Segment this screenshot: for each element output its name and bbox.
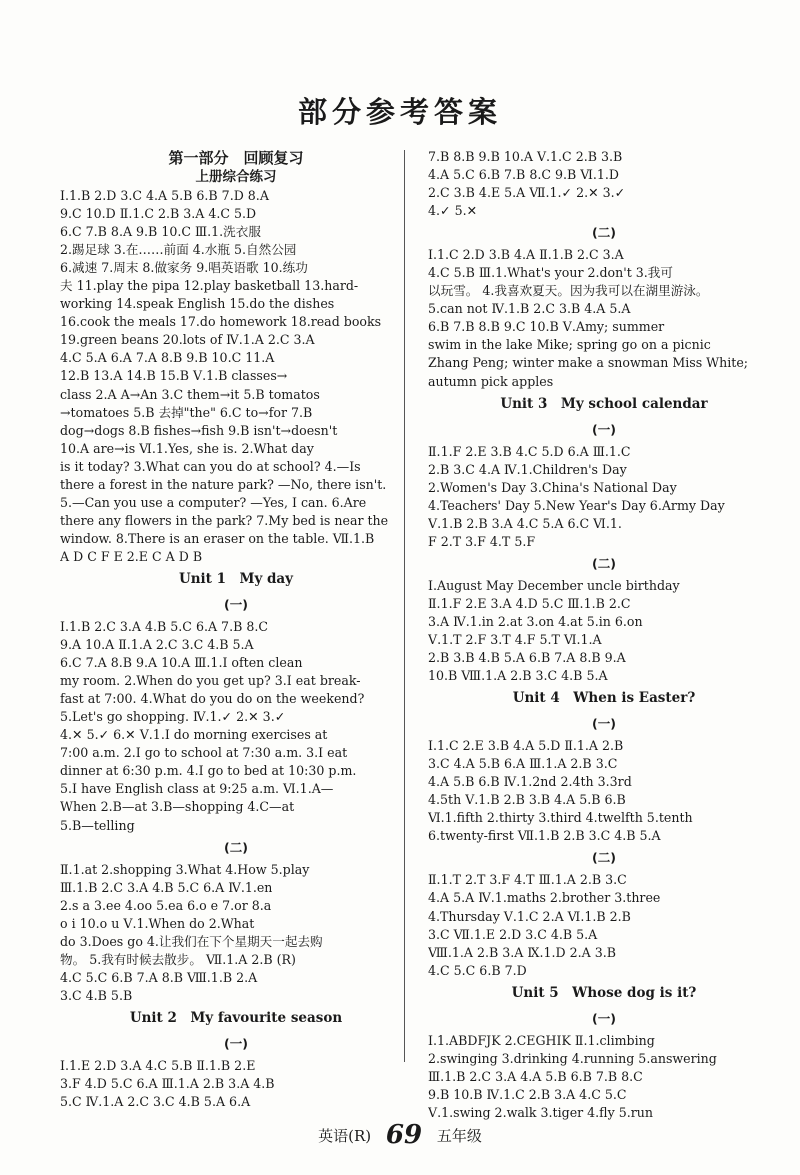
answer-line: Ⅱ.1.F 2.E 3.B 4.C 5.D 6.A Ⅲ.1.C (428, 443, 631, 459)
answer-line: 以玩雪。 4.我喜欢夏天。因为我可以在湖里游泳。 (428, 283, 709, 299)
answer-line: there a forest in the nature park? —No, there isn't. (60, 476, 387, 492)
answer-line: 9.A 10.A Ⅱ.1.A 2.C 3.C 4.B 5.A (60, 637, 254, 653)
answer-line: 4.A 5.C 6.B 7.B 8.C 9.B Ⅵ.1.D (428, 167, 620, 183)
unit-heading: Unit 5 Whose dog is it? (511, 984, 697, 1001)
answer-line: Ⅲ.1.B 2.C 3.A 4.B 5.C 6.A Ⅳ.1.en (60, 879, 273, 895)
answer-line: 物。 5.我有时候去散步。 Ⅶ.1.A 2.B (R) (60, 951, 296, 967)
answer-line: 2.B 3.B 4.B 5.A 6.B 7.A 8.B 9.A (428, 650, 626, 666)
answer-line: 3.A Ⅳ.1.in 2.at 3.on 4.at 5.in 6.on (428, 613, 643, 629)
page-footer (0, 1120, 800, 1150)
answer-line: 4.A 5.A Ⅳ.1.maths 2.brother 3.three (428, 890, 661, 906)
answer-line: 5.Let's go shopping. Ⅳ.1.✓ 2.✕ 3.✓ (60, 709, 286, 725)
answer-line: 4.A 5.B 6.B Ⅳ.1.2nd 2.4th 3.3rd (428, 774, 632, 790)
unit-heading: Unit 2 My favourite season (129, 1009, 343, 1026)
section-heading: 上册综合练习 (195, 169, 277, 185)
answer-line: 7:00 a.m. 2.I go to school at 7:30 a.m. 3.I eat (60, 745, 348, 761)
subsection-heading: (一) (592, 421, 616, 437)
answer-line: Ⅷ.1.A 2.B 3.A Ⅸ.1.D 2.A 3.B (428, 944, 616, 960)
answer-line: 6.减速 7.周末 8.做家务 9.唱英语歌 10.练功 (60, 260, 308, 276)
answer-line: 4.5th Ⅴ.1.B 2.B 3.B 4.A 5.B 6.B (428, 792, 626, 808)
answer-line: When 2.B—at 3.B—shopping 4.C—at (60, 799, 295, 815)
answer-line: Ⅵ.1.fifth 2.thirty 3.third 4.twelfth 5.tenth (428, 810, 693, 826)
answer-line: 7.B 8.B 9.B 10.A Ⅴ.1.C 2.B 3.B (428, 149, 623, 164)
answer-line: 4.Thursday Ⅴ.1.C 2.A Ⅵ.1.B 2.B (428, 908, 631, 924)
answer-line: 2.s a 3.ee 4.oo 5.ea 6.o e 7.or 8.a (60, 897, 272, 913)
answer-line: A D C F E 2.E C A D B (60, 548, 203, 564)
answer-line: autumn pick apples (428, 373, 554, 389)
subsection-heading: (二) (224, 839, 248, 855)
answer-line: 5.can not Ⅳ.1.B 2.C 3.B 4.A 5.A (428, 301, 631, 317)
answer-line: 10.B Ⅷ.1.A 2.B 3.C 4.B 5.A (428, 668, 608, 684)
answer-line: 16.cook the meals 17.do homework 18.read books (60, 314, 382, 330)
answer-line: 6.twenty-first Ⅶ.1.B 2.B 3.C 4.B 5.A (428, 828, 661, 844)
answer-line: Ⅱ.1.T 2.T 3.F 4.T Ⅲ.1.A 2.B 3.C (428, 872, 627, 888)
answer-line: 2.swinging 3.drinking 4.running 5.answering (428, 1050, 717, 1066)
answer-line: 3.F 4.D 5.C 6.A Ⅲ.1.A 2.B 3.A 4.B (60, 1075, 275, 1091)
answer-line: 4.C 5.B Ⅲ.1.What's your 2.don't 3.我可 (428, 265, 673, 281)
answer-line: o i 10.o u Ⅴ.1.When do 2.What (60, 915, 255, 931)
answer-line: Ⅰ.1.B 2.C 3.A 4.B 5.C 6.A 7.B 8.C (60, 618, 268, 634)
answer-line: Ⅰ.1.C 2.E 3.B 4.A 5.D Ⅱ.1.A 2.B (428, 738, 624, 754)
answer-line: 3.C 4.B 5.B (60, 987, 133, 1003)
answer-line: 4.C 5.A 6.A 7.A 8.B 9.B 10.C 11.A (60, 350, 275, 366)
answer-line: Ⅰ.1.ABDFJK 2.CEGHIK Ⅱ.1.climbing (428, 1032, 655, 1048)
subsection-heading: (一) (224, 596, 248, 612)
answer-line: Ⅰ.1.E 2.D 3.A 4.C 5.B Ⅱ.1.B 2.E (60, 1057, 256, 1073)
answer-column-left (60, 148, 412, 1111)
answer-line: my room. 2.When do you get up? 3.I eat break- (60, 673, 361, 689)
answer-line: Ⅱ.1.at 2.shopping 3.What 4.How 5.play (60, 861, 310, 877)
answer-line: fast at 7:00. 4.What do you do on the weekend? (60, 691, 365, 707)
answer-line: 10.A are→is Ⅵ.1.Yes, she is. 2.What day (60, 440, 314, 456)
answer-line: 2.Women's Day 3.China's National Day (428, 479, 677, 495)
answer-line: Ⅴ.1.T 2.F 3.T 4.F 5.T Ⅵ.1.A (428, 631, 602, 647)
answer-line: Ⅱ.1.F 2.E 3.A 4.D 5.C Ⅲ.1.B 2.C (428, 595, 631, 611)
answer-line: 5.C Ⅳ.1.A 2.C 3.C 4.B 5.A 6.A (60, 1094, 251, 1110)
answer-line: dog→dogs 8.B fishes→fish 9.B isn't→doesn't (60, 422, 338, 438)
footer-grade: 五年级 (436, 1126, 482, 1145)
answer-line: 2.踢足球 3.在……前面 4.水瓶 5.自然公园 (60, 242, 297, 258)
unit-heading: Unit 3 My school calendar (500, 395, 708, 412)
answer-line: 5.I have English class at 9:25 a.m. Ⅵ.1.A— (60, 781, 334, 797)
answer-line: Zhang Peng; winter make a snowman Miss White; (428, 355, 749, 371)
subsection-heading: (二) (592, 850, 616, 866)
page-number: 69 (385, 1120, 423, 1150)
answer-line: Ⅴ.1.B 2.B 3.A 4.C 5.A 6.C Ⅵ.1. (428, 515, 622, 531)
subsection-heading: (二) (592, 555, 616, 571)
answer-line: 4.✕ 5.✓ 6.✕ Ⅴ.1.I do morning exercises at (60, 727, 328, 743)
answer-line: F 2.T 3.F 4.T 5.F (428, 533, 536, 549)
subsection-heading: (二) (592, 225, 616, 241)
column-divider (404, 150, 405, 1062)
answer-line: Ⅴ.1.swing 2.walk 3.tiger 4.fly 5.run (428, 1104, 653, 1120)
answer-line: is it today? 3.What can you do at school? 4.—Is (60, 458, 361, 474)
answer-line: Ⅰ.August May December uncle birthday (428, 577, 680, 593)
unit-heading: Unit 4 When is Easter? (512, 690, 696, 707)
answer-line: 6.C 7.A 8.B 9.A 10.A Ⅲ.1.I often clean (60, 655, 303, 671)
page-title: 部分参考答案 (297, 95, 502, 129)
answer-line: 3.C Ⅶ.1.E 2.D 3.C 4.B 5.A (428, 926, 598, 942)
answer-line: swim in the lake Mike; spring go on a picnic (428, 337, 711, 353)
subsection-heading: (一) (224, 1035, 248, 1051)
answer-line: Ⅰ.1.B 2.D 3.C 4.A 5.B 6.B 7.D 8.A (60, 188, 269, 203)
answer-line: 2.C 3.B 4.E 5.A Ⅶ.1.✓ 2.✕ 3.✓ (428, 185, 626, 201)
answer-line: working 14.speak English 15.do the dishes (60, 296, 335, 312)
answer-line: Ⅰ.1.C 2.D 3.B 4.A Ⅱ.1.B 2.C 3.A (428, 247, 624, 263)
answer-line: 6.C 7.B 8.A 9.B 10.C Ⅲ.1.洗衣服 (60, 224, 261, 240)
answer-line: 4.Teachers' Day 5.New Year's Day 6.Army Day (428, 497, 725, 513)
answer-line: Ⅲ.1.B 2.C 3.A 4.A 5.B 6.B 7.B 8.C (428, 1068, 643, 1084)
answer-line: 5.—Can you use a computer? —Yes, I can. 6.Are (60, 494, 367, 510)
answer-line: there any flowers in the park? 7.My bed is near the (60, 512, 389, 528)
part-heading: 第一部分 回顾复习 (168, 149, 304, 167)
answer-line: 19.green beans 20.lots of Ⅳ.1.A 2.C 3.A (60, 332, 315, 348)
answer-line: 12.B 13.A 14.B 15.B Ⅴ.1.B classes→ (60, 368, 288, 384)
answer-line: 9.B 10.B Ⅳ.1.C 2.B 3.A 4.C 5.C (428, 1086, 627, 1102)
answer-line: 3.C 4.A 5.B 6.A Ⅲ.1.A 2.B 3.C (428, 756, 618, 772)
subsection-heading: (一) (592, 1010, 616, 1026)
answer-line: dinner at 6:30 p.m. 4.I go to bed at 10:30 p.m. (60, 763, 357, 779)
answer-line: 9.C 10.D Ⅱ.1.C 2.B 3.A 4.C 5.D (60, 206, 257, 222)
answer-line: 6.B 7.B 8.B 9.C 10.B Ⅴ.Amy; summer (428, 319, 665, 335)
answer-line: 2.B 3.C 4.A Ⅳ.1.Children's Day (428, 461, 627, 477)
answer-column-right (428, 148, 780, 1122)
answer-line: 4.C 5.C 6.B 7.A 8.B Ⅷ.1.B 2.A (60, 969, 258, 985)
answer-line: 4.✓ 5.✕ (428, 203, 478, 219)
answer-line: class 2.A A→An 3.C them→it 5.B tomatos (60, 386, 320, 402)
answer-line: 5.B—telling (60, 817, 135, 833)
answer-line: →tomatoes 5.B 去掉"the" 6.C to→for 7.B (60, 404, 313, 420)
answer-line: do 3.Does go 4.让我们在下个星期天一起去购 (60, 933, 323, 949)
answer-line: 夫 11.play the pipa 12.play basketball 13.hard- (60, 278, 359, 294)
footer-subject: 英语(R) (318, 1126, 372, 1145)
unit-heading: Unit 1 My day (178, 570, 294, 587)
subsection-heading: (一) (592, 716, 616, 732)
answer-line: window. 8.There is an eraser on the table. Ⅶ.1.B (60, 530, 375, 546)
answer-line: 4.C 5.C 6.B 7.D (428, 962, 527, 978)
